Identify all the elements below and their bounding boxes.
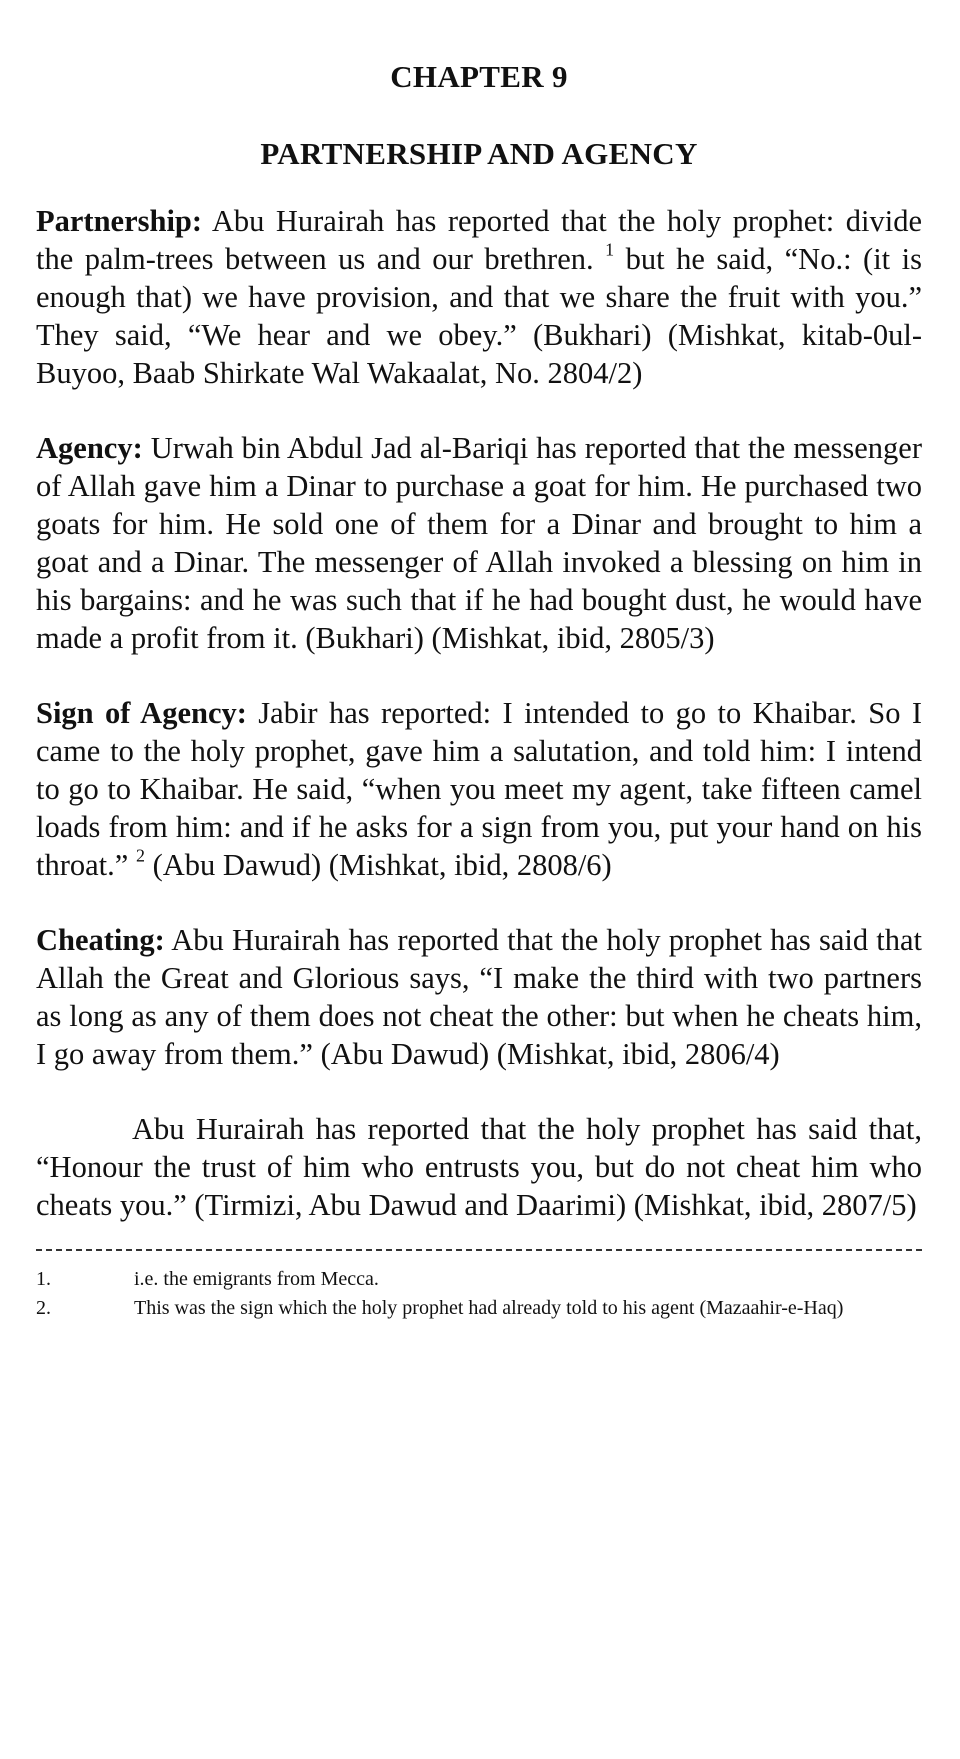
footnote-2 — [36, 1294, 922, 1323]
footnote-ref-2: 2 — [135, 845, 145, 866]
paragraph-text: but he said, “No.: (it is enough that) we have provision, and that we share the fruit with you.” They said, “We hear and we obey.” (Bukhari) (Mishkat, kitab-0ul-Buyoo, Baab Shirkate Wal Wakaalat, No. 2804/2) — [36, 242, 922, 391]
page-content — [36, 58, 922, 1323]
paragraph-lead: Agency: — [36, 431, 143, 466]
paragraph-agency — [36, 429, 922, 657]
paragraph-text: Jabir has reported: I intended to go to Khaibar. So I came to the holy prophet, gave him a salutation, and told him: I intend to go to Khaibar. He said, “when you meet my agent, take fifteen camel loads from him: and if he asks for a sign from you, put your hand on his throat.” — [36, 696, 923, 883]
paragraph-trust — [36, 1110, 922, 1224]
paragraph-text: Abu Hurairah has reported that the holy prophet has said that Allah the Great and Glorious says, “I make the third with two partners as long as any of them does not cheat the other: but when he cheats him, I go away from them.” (Abu Dawud) (Mishkat, ibid, 2806/4) — [36, 923, 922, 1072]
paragraph-partnership — [36, 202, 922, 392]
footnote-number: 2. — [36, 1297, 51, 1320]
paragraph-sign-of-agency — [36, 694, 922, 884]
paragraph-lead: Cheating: — [36, 923, 165, 958]
footnote-divider — [36, 1249, 922, 1251]
footnote-1 — [36, 1265, 922, 1294]
paragraph-lead: Partnership: — [36, 204, 203, 239]
footnote-text: i.e. the emigrants from Mecca. — [134, 1268, 379, 1291]
paragraph-text: Abu Hurairah has reported that the holy prophet: divide the palm-trees between us and our brethren. — [36, 204, 922, 277]
paragraph-text: Urwah bin Abdul Jad al-Bariqi has reported that the messenger of Allah gave him a Dinar to purchase a goat for him. He purchased two goats for him. He sold one of them for a Dinar and brought to him a goat and a Dinar. The messenger of Allah invoked a blessing on him in his bargains: and he was such that if he had bought dust, he would have made a profit from it. (Bukhari) (Mishkat, ibid, 2805/3) — [36, 431, 922, 656]
chapter-title: PARTNERSHIP AND AGENCY — [260, 136, 698, 172]
chapter-heading: CHAPTER 9 — [390, 59, 568, 94]
footnote-ref-1: 1 — [605, 239, 615, 260]
footnote-text: This was the sign which the holy prophet had already told to his agent (Mazaahir-e-Haq) — [134, 1297, 844, 1320]
footnote-number: 1. — [36, 1268, 51, 1291]
paragraph-text: (Abu Dawud) (Mishkat, ibid, 2808/6) — [144, 848, 612, 883]
footnotes — [36, 1265, 922, 1323]
paragraph-text: Abu Hurairah has reported that the holy prophet has said that, “Honour the trust of him who entrusts you, but do not cheat him who cheats you.” (Tirmizi, Abu Dawud and Daarimi) (Mishkat, ibid, 2807/5) — [36, 1112, 922, 1223]
paragraph-lead: Sign of Agency: — [36, 696, 247, 731]
paragraph-cheating — [36, 921, 922, 1073]
